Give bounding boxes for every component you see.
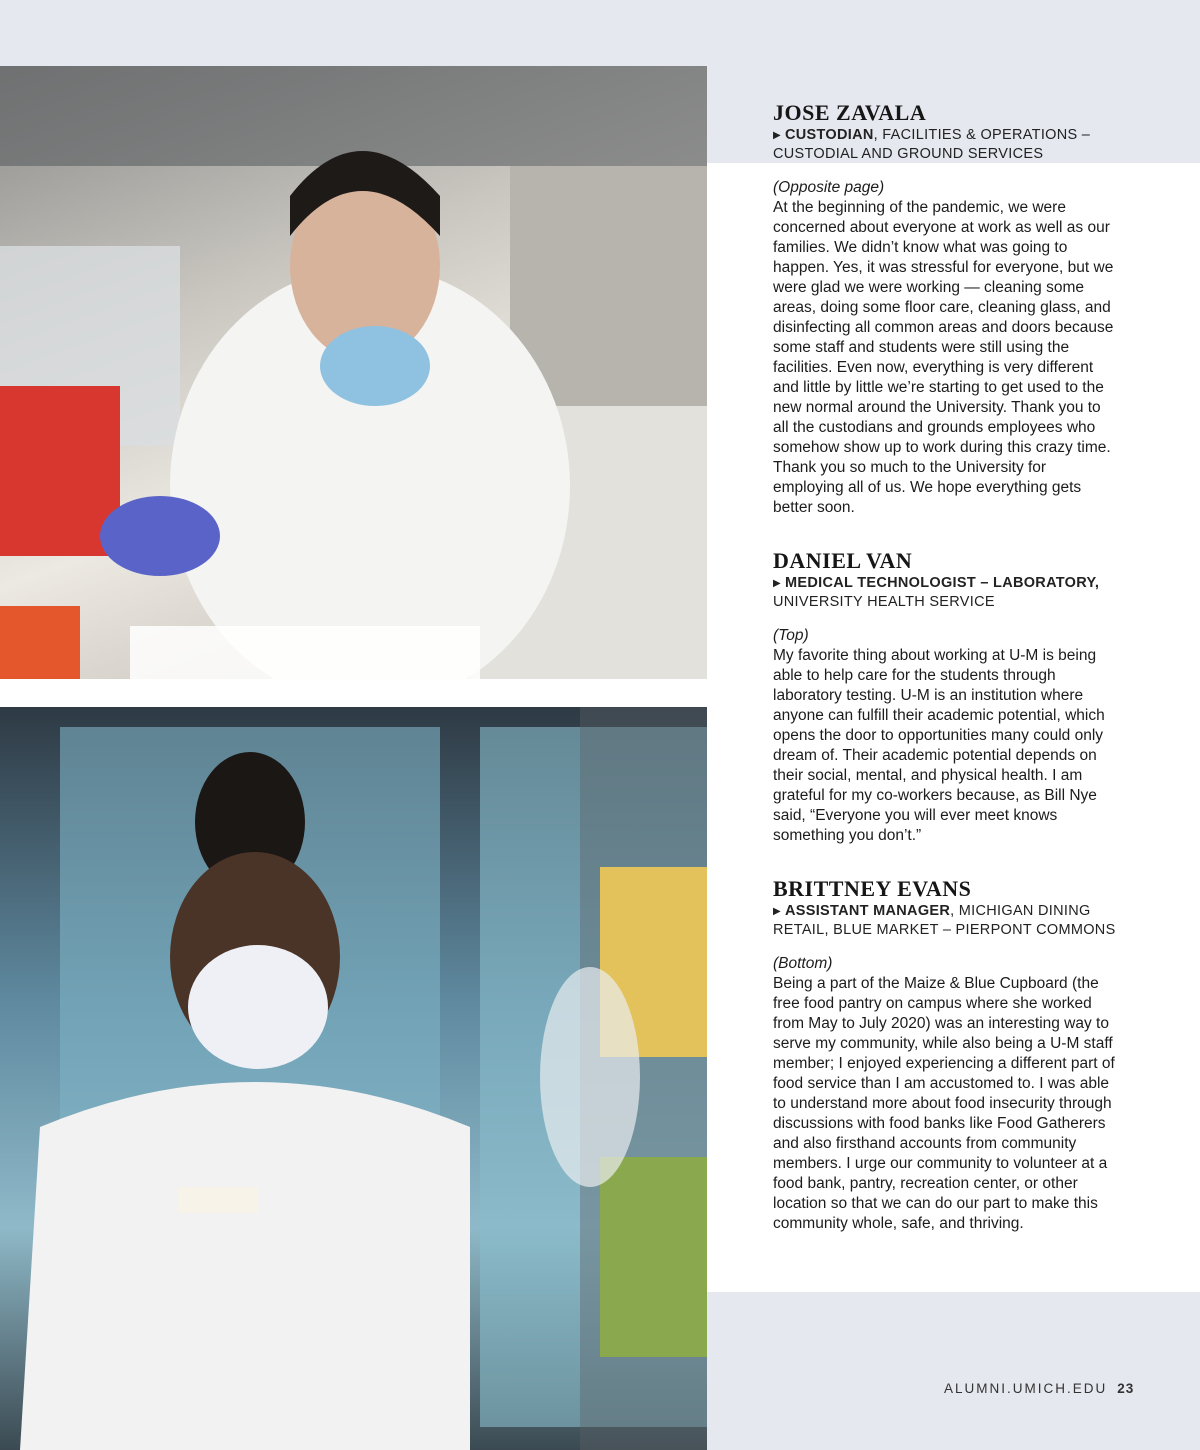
page-number: 23 [1117, 1381, 1135, 1396]
profile-quote: My favorite thing about working at U-M is being able to help care for the students through laboratory testing. U-M is an institution where anyone can fulfill their academic potential, which opens the door to opportunities many could only dream of. Their academic potential depends on their social, mental, and physical health. I am grateful for my co-workers because, as Bill Nye said, “Everyone you will ever meet knows something you don’t.” [773, 647, 1105, 844]
profile-role [773, 902, 1118, 940]
profile-quote: Being a part of the Maize & Blue Cupboard (the free food pantry on campus where she worked from May to July 2020) was an interesting way to serve my community, while also being a U-M staff member; I enjoyed experiencing a different part of food service than I am accustomed to. I was able to understand more about food insecurity through discussions with food banks like Food Gatherers and also firsthand accounts from community members. I urge our community to volunteer at a food bank, pantry, recreation center, or other location so that we can do our part to make this community whole, safe, and thriving. [773, 975, 1115, 1232]
photo-caption: (Top) [773, 627, 809, 644]
profile-entry [773, 876, 1118, 1234]
profile-name: DANIEL VAN [773, 548, 913, 573]
role-title: MEDICAL TECHNOLOGIST – LABORATORY, [785, 575, 1100, 591]
profile-name: BRITTNEY EVANS [773, 876, 972, 901]
profile-entry [773, 548, 1118, 846]
profile-text-column [773, 100, 1118, 1264]
footer-site-link[interactable]: ALUMNI.UMICH.EDU [944, 1381, 1108, 1396]
triangle-bullet-icon: ▶ [773, 906, 781, 917]
food-pantry-manager-photo [0, 707, 707, 1450]
profile-name: JOSE ZAVALA [773, 100, 927, 125]
profile-role [773, 126, 1118, 164]
lab-technologist-photo [0, 66, 707, 679]
triangle-bullet-icon: ▶ [773, 130, 781, 141]
photo-caption: (Opposite page) [773, 179, 885, 196]
triangle-bullet-icon: ▶ [773, 578, 781, 589]
profile-role [773, 574, 1118, 612]
role-department: UNIVERSITY HEALTH SERVICE [773, 594, 995, 610]
profile-entry [773, 100, 1118, 518]
role-title: ASSISTANT MANAGER [785, 903, 951, 919]
profile-quote: At the beginning of the pandemic, we were concerned about everyone at work as well as our families. We didn’t know what was going to happen. Yes, it was stressful for everyone, but we were glad we were working — cleaning some areas, doing some floor care, cleaning glass, and disinfecting all common areas and doors because some staff and students were still using the facilities. Even now, everything is very different and little by little we’re starting to get used to the new normal around the University. Thank you to all the custodians and grounds employees who somehow show up to work during this crazy time. Thank you so much to the University for employing all of us. We hope everything gets better soon. [773, 199, 1114, 516]
page-footer [944, 1381, 1134, 1396]
role-department: , MICHIGAN DINING RETAIL, BLUE MARKET – PIERPONT COMMONS [773, 903, 1116, 938]
photo-caption: (Bottom) [773, 955, 833, 972]
role-title: CUSTODIAN [785, 127, 874, 143]
role-department: , FACILITIES & OPERATIONS – CUSTODIAL AND GROUND SERVICES [773, 127, 1091, 162]
